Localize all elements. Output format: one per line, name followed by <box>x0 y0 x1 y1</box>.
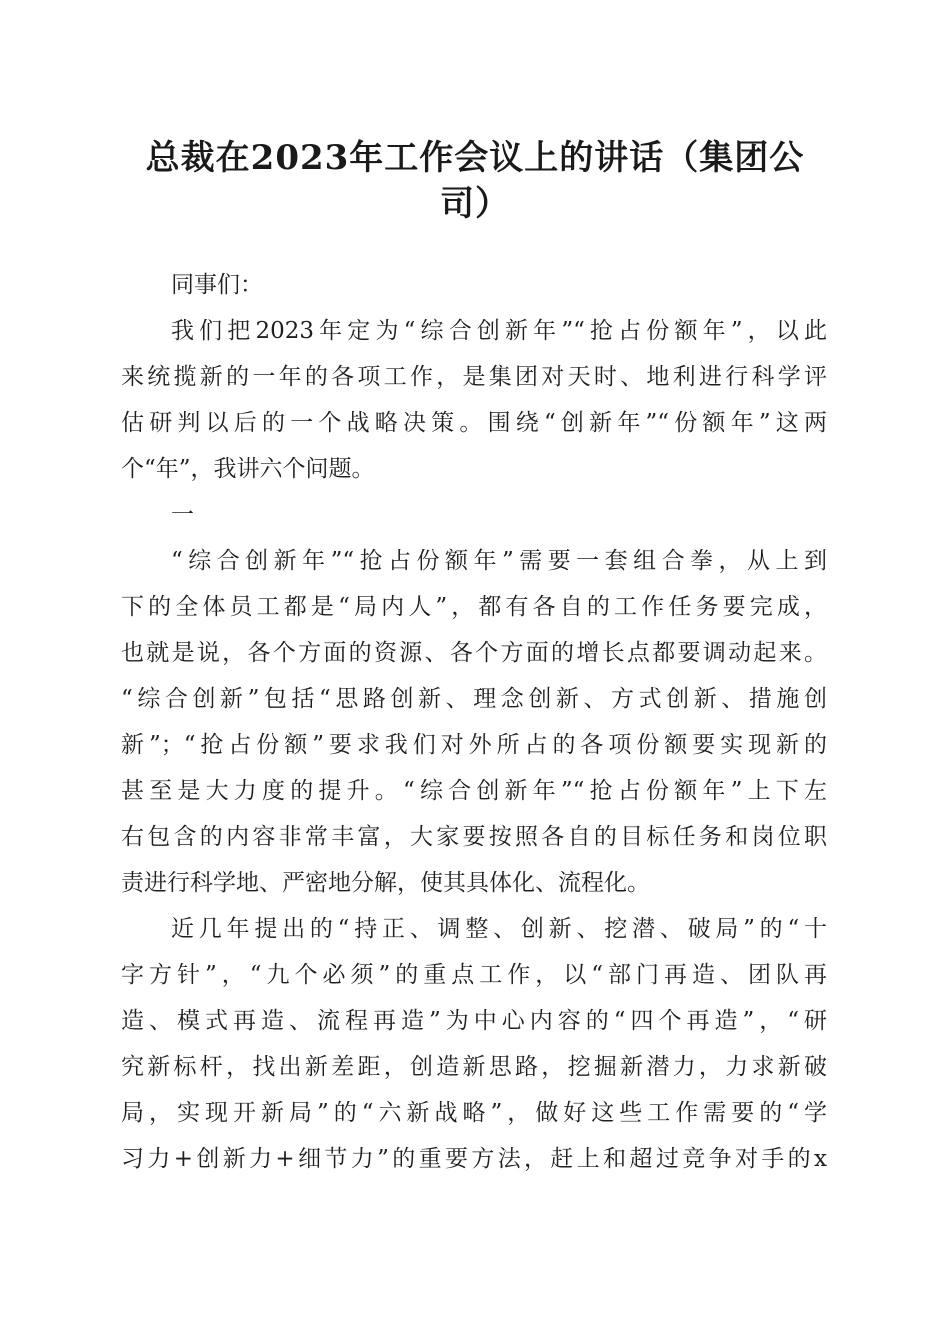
text-line: 右包含的内容非常丰富，大家要按照各自的目标任务和岗位职 <box>121 824 827 850</box>
text-line: 下的全体员工都是“局内人”，都有各自的工作任务要完成， <box>121 594 827 620</box>
text-line: 新”；“抢占份额”要求我们对外所占的各项份额要实现新的 <box>121 732 827 758</box>
text-line: “综合创新”包括“思路创新、理念创新、方式创新、措施创 <box>121 686 827 712</box>
document-title <box>100 135 850 227</box>
text-line: “综合创新年”“抢占份额年”需要一套组合拳，从上到 <box>171 548 827 574</box>
title-line-2: 司） <box>440 184 510 224</box>
salutation: 同事们： <box>171 272 263 298</box>
text-line: 造、模式再造、流程再造”为中心内容的“四个再造”，“研 <box>121 1008 827 1034</box>
text-line: 局，实现开新局”的“六新战略”，做好这些工作需要的“学 <box>121 1100 827 1126</box>
text-line: 个“年”，我讲六个问题。 <box>121 456 375 482</box>
text-line: 近几年提出的“持正、调整、创新、挖潜、破局”的“十 <box>171 916 827 942</box>
section-number: 一 <box>171 502 194 528</box>
text-line: 估研判以后的一个战略决策。围绕“创新年”“份额年”这两 <box>121 410 827 436</box>
title-line-1: 总裁在2023年工作会议上的讲话（集团公 <box>145 138 805 178</box>
text-line: 字方针”，“九个必须”的重点工作，以“部门再造、团队再 <box>121 962 827 988</box>
document-body <box>121 262 827 1182</box>
text-line: 责进行科学地、严密地分解，使其具体化、流程化。 <box>121 870 650 896</box>
text-line: 也就是说，各个方面的资源、各个方面的增长点都要调动起来。 <box>121 640 827 666</box>
text-line: 来统揽新的一年的各项工作，是集团对天时、地利进行科学评 <box>121 364 827 390</box>
text-line: 究新标杆，找出新差距，创造新思路，挖掘新潜力，力求新破 <box>121 1054 827 1080</box>
text-line: 我们把2023年定为“综合创新年”“抢占份额年”，以此 <box>171 318 827 344</box>
text-line: 习力+创新力+细节力”的重要方法，赶上和超过竞争对手的x <box>121 1146 827 1172</box>
text-line: 甚至是大力度的提升。“综合创新年”“抢占份额年”上下左 <box>121 778 827 804</box>
